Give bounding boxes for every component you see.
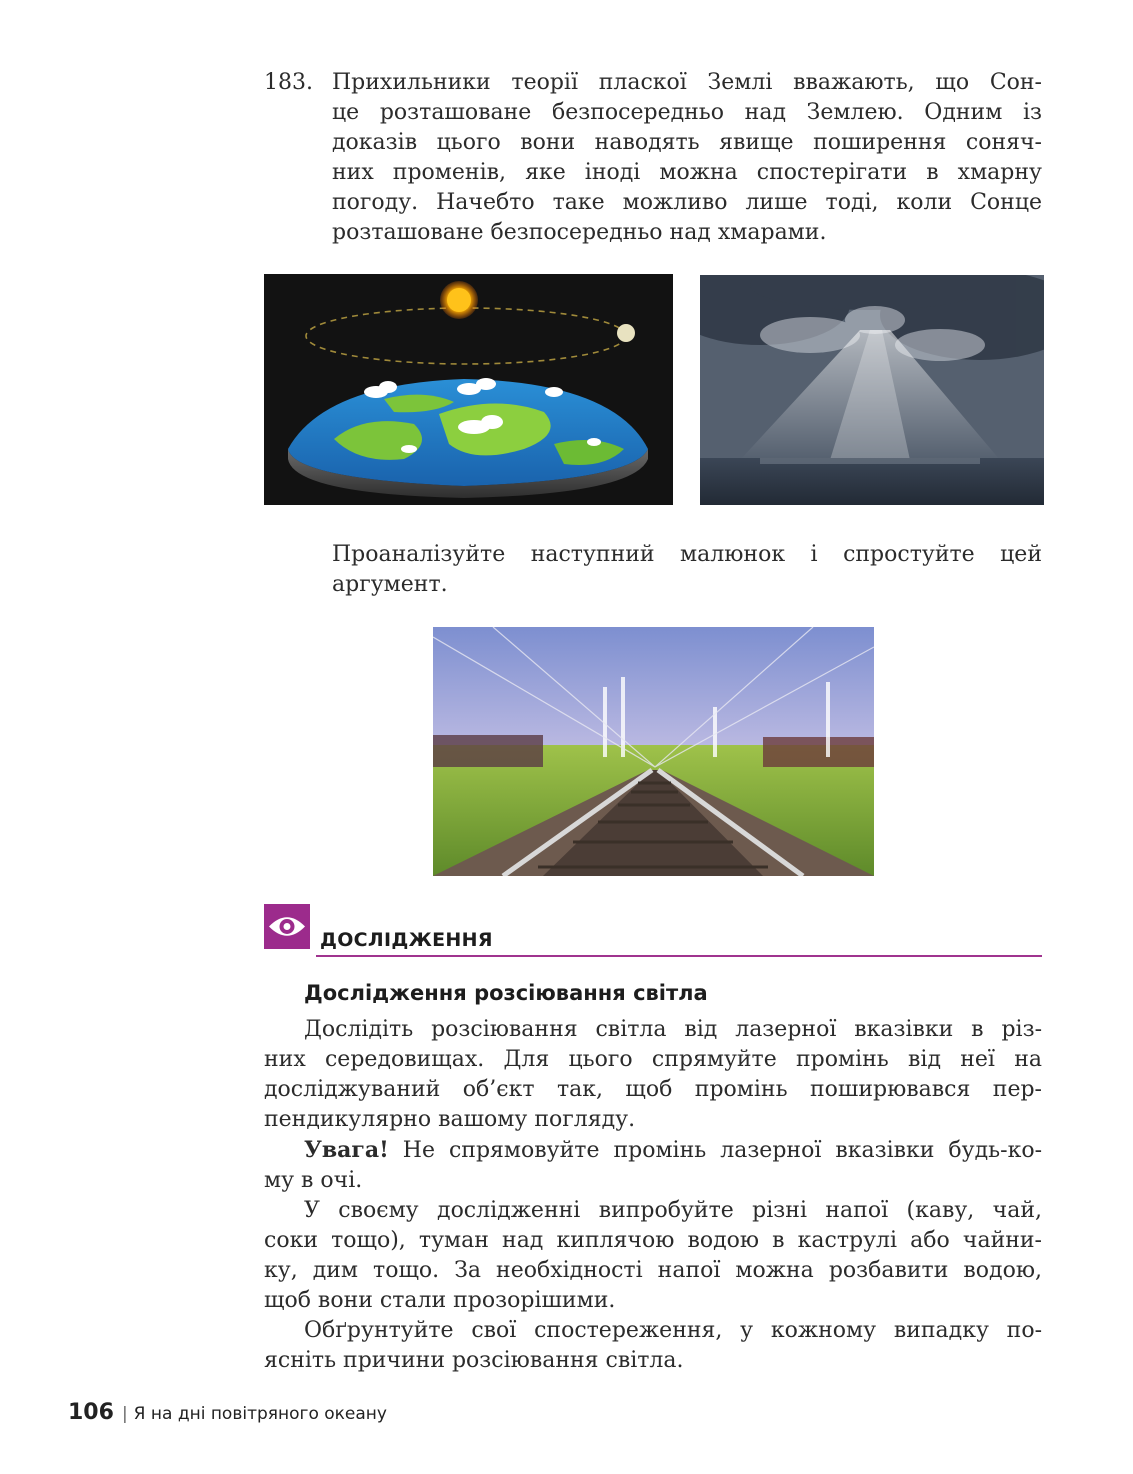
research-body <box>264 1015 1042 1376</box>
flat-earth-illustration <box>264 274 673 505</box>
problem-text <box>332 68 1042 248</box>
page-footer <box>68 1400 387 1425</box>
research-line: соки тощо), туман над киплячою водою в каструлі або чайни- <box>264 1228 1042 1253</box>
warning-text: Не спрямовуйте промінь лазерної вказівки будь-ко- <box>388 1138 1042 1163</box>
problem-line: розташоване безпосередньо над хмарами. <box>332 220 827 245</box>
problem-line: доказів цього вони наводять явище поширення соняч- <box>332 130 1042 155</box>
research-line: ясніть причини розсіювання світла. <box>264 1348 684 1373</box>
eye-icon <box>264 904 310 949</box>
research-line: Дослідіть розсіювання світла від лазерної вказівки в різ- <box>304 1017 1042 1042</box>
task-line: Проаналізуйте наступний малюнок і спростуйте цей <box>332 542 1042 567</box>
research-line: ку, дим тощо. За необхідності напої можна розбавити водою, <box>264 1258 1042 1283</box>
task-text <box>332 540 1042 600</box>
task-line: аргумент. <box>332 572 448 597</box>
research-heading: Дослідження розсіювання світла <box>304 981 708 1005</box>
problem-line: погоду. Начебто таке можливо лише тоді, коли Сонце <box>332 190 1042 215</box>
research-line: них середовищах. Для цього спрямуйте промінь від неї на <box>264 1047 1042 1072</box>
railway-perspective-photo <box>433 627 874 876</box>
research-line: У своєму дослідженні випробуйте різні напої (каву, чай, <box>304 1198 1042 1223</box>
section-title: ДОСЛІДЖЕННЯ <box>320 929 493 951</box>
problem-line: це розташоване безпосередньо над Землею. Одним із <box>332 100 1042 125</box>
warning-label: Увага! <box>304 1137 389 1163</box>
problem-line: Прихильники теорії пласкої Землі вважають, що Сон- <box>332 70 1042 95</box>
research-line: щоб вони стали прозорішими. <box>264 1288 616 1313</box>
section-divider <box>316 955 1042 957</box>
problem-number: 183. <box>264 70 313 95</box>
warning-line <box>264 1135 1042 1166</box>
research-line: пендикулярно вашому погляду. <box>264 1107 636 1132</box>
problem-line: них променів, яке іноді можна спостерігати в хмарну <box>332 160 1042 185</box>
footer-separator: | <box>121 1404 128 1424</box>
sunbeams-photo <box>700 275 1044 505</box>
research-line: досліджуваний об’єкт так, щоб промінь поширювався пер- <box>264 1077 1042 1102</box>
page-number: 106 <box>68 1400 114 1425</box>
chapter-title: Я на дні повітряного океану <box>133 1404 387 1424</box>
warning-line: му в очі. <box>264 1168 363 1193</box>
research-line: Обґрунтуйте свої спостереження, у кожному випадку по- <box>304 1318 1042 1343</box>
